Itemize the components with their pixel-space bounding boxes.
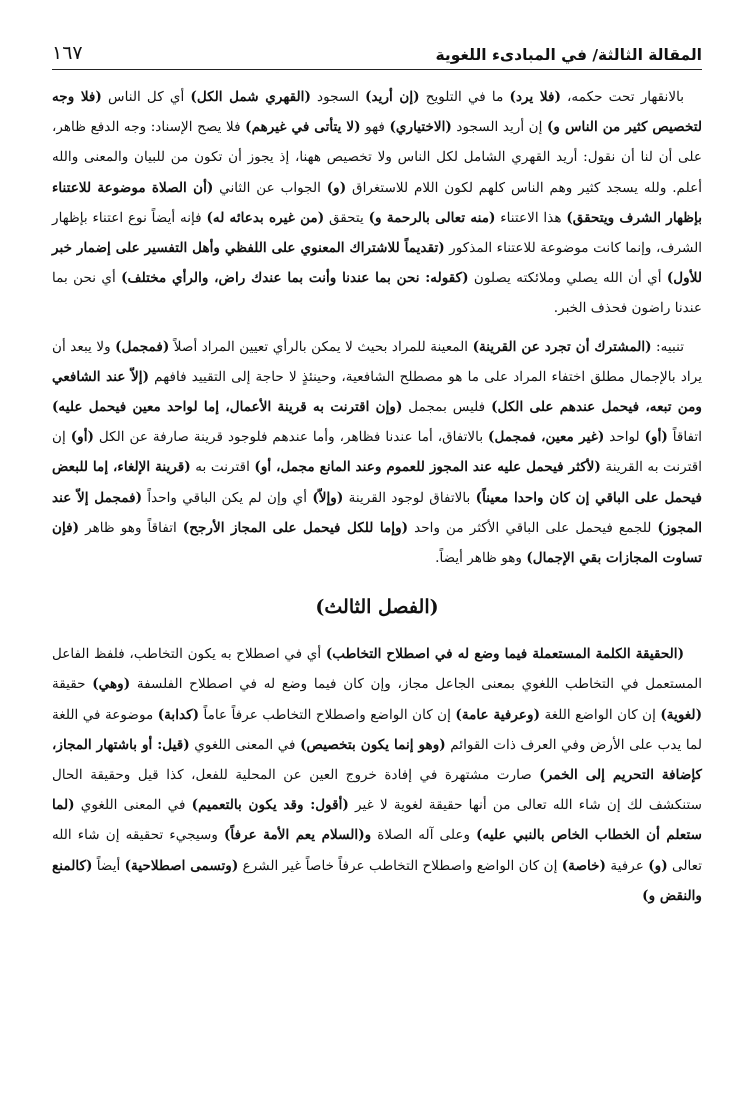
text-run: السجود xyxy=(310,89,366,105)
bold-run: (من غيره بدعائه له) xyxy=(206,209,325,226)
bold-run: (لغوية) xyxy=(660,706,703,723)
bold-run: (لأكثر فيحمل عليه عند المجوز للعموم وعند المانع مجمل، أو) xyxy=(254,459,601,476)
page-header xyxy=(52,30,702,70)
text-run: يتحقق xyxy=(324,209,369,226)
text-run: أي نحن بما عندنا راضون فحذف الخبر. xyxy=(52,270,702,317)
bold-run: (وعرفية عامة) xyxy=(455,706,540,723)
bold-run: (وهي) xyxy=(92,676,131,693)
text-run: بالاتفاق، أما عندنا فظاهر، وأما عندهم فلوجود قرينة صارفة عن الكل xyxy=(93,429,489,446)
running-title: المقالة الثالثة/ في المبادىء اللغوية xyxy=(435,46,702,64)
text-run: بالاتفاق لوجود القرينة xyxy=(343,489,476,506)
text-run: فليس بمجمل xyxy=(402,399,492,416)
bold-run: (و) xyxy=(648,857,668,874)
bold-run: (فمجمل) xyxy=(115,338,170,355)
text-run: اتفاقاً xyxy=(667,429,702,446)
text-run: أي في اصطلاح به يكون التخاطب، فلفظ الفاعل المستعمل في التخاطب اللغوي بمعنى الجاعل مجاز، وإن كان فيما وضع له في اصطلاح الفلسفة xyxy=(52,646,702,693)
text-run: إن كان الواضع واصطلاح التخاطب عرفاً خاصاً غير الشرع xyxy=(238,857,562,874)
text-run: المعينة للمراد بحيث لا يمكن بالرأي تعيين المراد أصلاً xyxy=(169,338,473,355)
bold-run: (كالمنع والنقض و) xyxy=(52,857,702,904)
bold-run: (منه تعالى بالرحمة و) xyxy=(368,209,496,226)
text-run: وعلى آله الصلاة xyxy=(371,827,477,844)
text-run: وهو ظاهر أيضاً. xyxy=(435,550,527,567)
bold-run: و(السلام يعم الأمة عرفاً) xyxy=(224,827,372,844)
bold-run: (أن الصلاة موضوعة للاعتناء بإظهار الشرف ويتحقق) xyxy=(52,179,702,226)
paragraph-1 xyxy=(52,82,702,324)
text-run: فهو xyxy=(360,119,390,136)
text-run: أيضاً xyxy=(92,857,125,874)
text-run: ولا يبعد أن يراد بالإجمال مطلق اختفاء المراد على ما هو مصطلح الشافعية، وحينئذٍ لا حاجة إلى التقييد فافهم xyxy=(52,338,702,385)
bold-run: (قرينة الإلغاء، إما للبعض فيحمل على الباقي إن كان واحدا معيناً) xyxy=(52,459,702,506)
bold-run: (أو) xyxy=(644,429,668,446)
text-run: بالانقهار تحت حكمه، xyxy=(560,89,685,105)
bold-run: (أو) xyxy=(70,429,94,446)
text-run: أي كل الناس xyxy=(101,89,191,105)
bold-run: (كقوله: نحن بما عندنا وأنت بما عندك راض، والرأي مختلف) xyxy=(121,270,469,287)
bold-run: (قيل: أو باشتهار المجاز، كإضافة التحريم إلى الخمر) xyxy=(52,736,702,784)
bold-run: (تقديماً للاشتراك المعنوي على اللفظي وأهل التفسير على إضمار خبر للأول) xyxy=(52,240,703,287)
bold-run: (وإن اقترنت به قرينة الأعمال، إما لواحد معين فيحمل عليه) xyxy=(52,399,403,416)
text-run: هذا الاعتناء xyxy=(495,209,567,226)
bold-run: (كدابة) xyxy=(157,706,200,723)
paragraph-3 xyxy=(52,639,702,911)
bold-run: (إلاّ عند الشافعي ومن تبعه، فيحمل عندهم على الكل) xyxy=(52,368,702,416)
text-run: ما في التلويح xyxy=(419,89,510,105)
bold-run: (غير معين، فمجمل) xyxy=(488,429,605,446)
text-run: إن اقترنت به القرينة xyxy=(52,429,703,476)
main-text xyxy=(52,82,702,911)
text-run: عرفية xyxy=(605,857,649,874)
bold-run: (المشترك أن تجرد عن القرينة) xyxy=(472,338,652,355)
bold-run: (وإما للكل فيحمل على المجاز الأرجح) xyxy=(182,519,409,536)
bold-run: (وإلاّ) xyxy=(312,489,344,506)
bold-run: (لما ستعلم أن الخطاب الخاص بالنبي عليه) xyxy=(52,797,702,844)
page-number: ١٦٧ xyxy=(52,42,83,64)
bold-run: (فلا يرد) xyxy=(509,89,561,105)
text-run: في المعنى اللغوي xyxy=(189,736,301,753)
paragraph-2 xyxy=(52,332,702,574)
text-run: للجمع فيحمل على الباقي الأكثر من واحد xyxy=(408,519,658,536)
bold-run: (وتسمى اصطلاحية) xyxy=(124,857,239,874)
text-run: حقيقة xyxy=(52,676,93,693)
text-run: فلا يصح الإسناد: وجه الدفع ظاهر، على أن لنا أن نقول: أريد القهري الشامل لكل الناس ولا تخصيص ههنا، إذ يجوز أن تكون من للبيان والمعنى والله أعلم. ولله يسجد كثير وهم الناس كلهم لكون اللام للاستغراق xyxy=(52,119,702,196)
text-run: في المعنى اللغوي xyxy=(74,797,192,814)
bold-run: (وهو إنما يكون بتخصيص) xyxy=(300,736,446,753)
bold-run: (أقول: وقد يكون بالتعميم) xyxy=(191,797,349,814)
text-run: إن كان الواضع اللغة xyxy=(540,706,661,723)
text-run: لواحد xyxy=(604,429,645,446)
bold-run: (فمجمل إلاّ عند المجوز) xyxy=(52,489,703,536)
text-run: أي وإن لم يكن الباقي واحداً xyxy=(142,489,313,506)
bold-run: (و) xyxy=(326,179,347,196)
text-run: الجواب عن الثاني xyxy=(213,179,327,196)
bold-run: (خاصة) xyxy=(561,857,606,874)
bold-run: (فإن تساوت المجازات بقي الإجمال) xyxy=(52,519,702,567)
text-run: صارت مشتهرة في إفادة خروج العين عن المحلية للفعل، كذا قيل وحقيقة الحال ستنكشف لك إن شاء الله تعالى من أنها حقيقة لغوية لا غير xyxy=(52,767,703,814)
text-run: أي أن الله يصلي وملائكته يصلون xyxy=(468,270,667,287)
text-run: فإنه أيضاً نوع اعتناء بإظهار الشرف، وإنما كانت موضوعة للاعتناء المذكور xyxy=(52,209,702,257)
text-run: إن كان الواضع واصطلاح التخاطب عرفاً عاماً xyxy=(199,706,456,723)
bold-run: (الحقيقة الكلمة المستعملة فيما وضع له في اصطلاح التخاطب) xyxy=(325,646,685,663)
bold-run: (فلا وجه لتخصيص كثير من الناس و) xyxy=(52,89,702,136)
text-run: وسيجيء تحقيقه إن شاء الله تعالى xyxy=(52,827,702,874)
section-heading: (الفصل الثالث) xyxy=(315,596,439,619)
text-run: إن أريد السجود xyxy=(451,119,547,136)
text-run: اتفاقاً وهو ظاهر xyxy=(79,519,183,536)
text-run: تنبيه: xyxy=(651,338,685,355)
bold-run: (لا يتأتى في غيرهم) xyxy=(245,119,361,136)
text-run: موضوعة في اللغة لما يدب على الأرض وفي العرف ذات القوائم xyxy=(52,706,702,753)
bold-run: (الاختياري) xyxy=(389,119,452,136)
bold-run: (إن أريد) xyxy=(365,89,420,105)
text-run: اقترنت به xyxy=(190,459,255,476)
bold-run: (القهري شمل الكل) xyxy=(190,89,311,105)
